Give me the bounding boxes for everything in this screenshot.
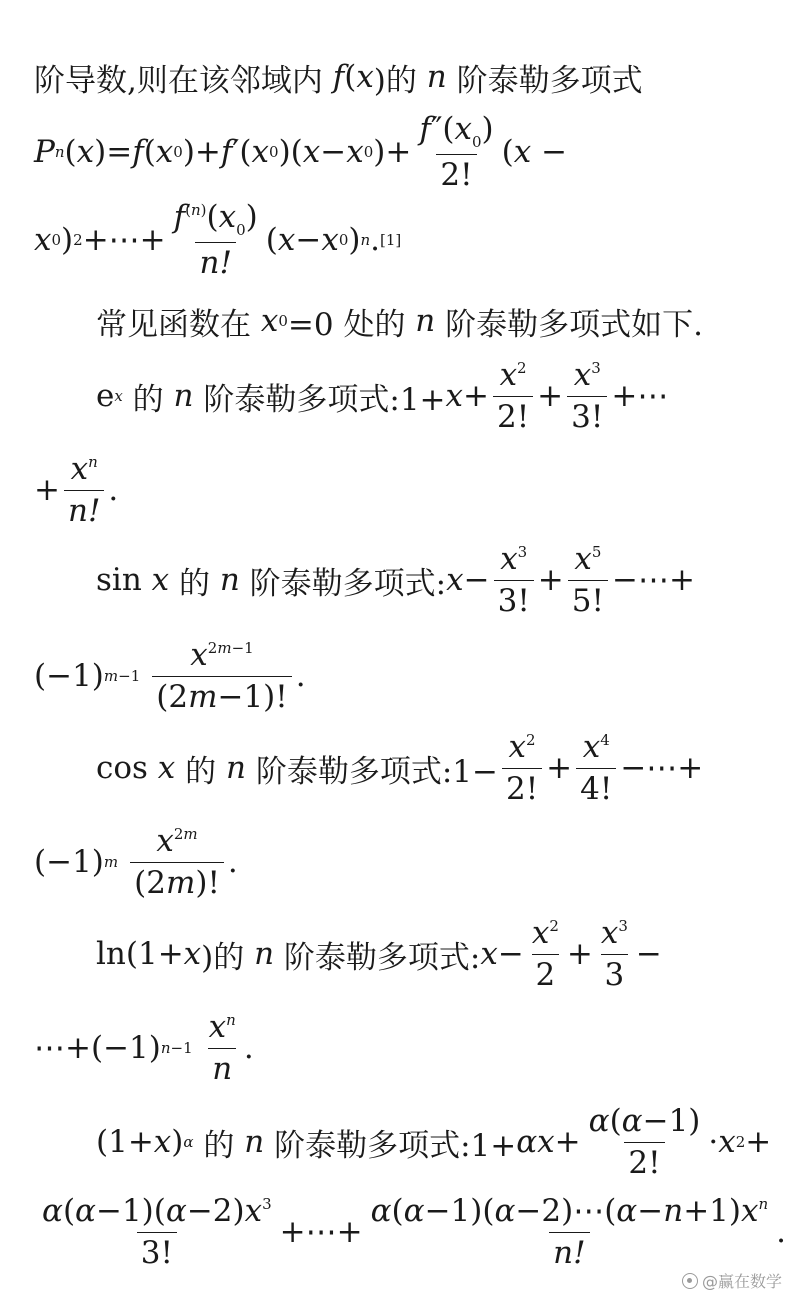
sin-taylor-line-1: sin x 的 n 阶泰勒多项式: x − $\frac{x^3}{3!}$ + $\frac{x^5}{5!}$ −⋯+	[96, 541, 695, 619]
binomial-taylor-line-2: $\frac{\alpha(\alpha-1)(\alpha-2)x^3}{3!}$ +⋯+ $\frac{\alpha(\alpha-1)(\alpha-2)\cdots(\alpha-n+1)x^n}{n!}$ .	[42, 1193, 786, 1271]
text-line-1: 阶导数,则在该邻域内 f ( x )的 n 阶泰勒多项式	[34, 59, 643, 99]
watermark-logo-icon	[682, 1273, 698, 1289]
watermark	[682, 1269, 782, 1292]
citation-1: [1]	[380, 231, 402, 249]
ln-taylor-line-2: ⋯+(−1) n−1 $\frac{x^n}{n}$ .	[34, 1009, 254, 1087]
exp-taylor-line-1: e x 的 n 阶泰勒多项式:1+ x + $\frac{x^2}{2!}$ + $\frac{x^3}{3!}$ +⋯	[96, 357, 669, 435]
fraction-f-n: $\frac{f^{(n)}(x_0)}{n!}$	[173, 199, 258, 281]
sin-taylor-line-2: (−1) m−1 $\frac{x^{2m-1}}{(2m-1)!}$ .	[34, 637, 306, 715]
cos-taylor-line-1: cos x 的 n 阶泰勒多项式:1− $\frac{x^2}{2!}$ + $\frac{x^4}{4!}$ −⋯+	[96, 729, 704, 807]
text-line-common-functions: 常见函数在 x 0 =0 处的 n 阶泰勒多项式如下.	[96, 303, 703, 343]
cos-taylor-line-2: (−1) m $\frac{x^{2m}}{(2m)!}$ .	[34, 823, 238, 901]
taylor-formula-line-1: P n ( x )= f ( x 0 )+ f ′( x 0 )( x − x 0 )+ $\frac{f''(x_0)}{2!}$ ( x −	[34, 111, 568, 193]
ln-taylor-line-1: ln(1+ x )的 n 阶泰勒多项式: x − $\frac{x^2}{2}$ + $\frac{x^3}{3}$ −	[96, 915, 662, 993]
fraction-f-double-prime: $\frac{f''(x_0)}{2!}$	[419, 111, 494, 193]
watermark-text: @赢在数学	[701, 1272, 782, 1291]
exp-taylor-line-2: + $\frac{x^n}{n!}$ .	[34, 451, 119, 529]
binomial-taylor-line-1: (1+ x ) α 的 n 阶泰勒多项式:1+ αx + $\frac{\alpha(\alpha-1)}{2!}$ · x 2 +	[96, 1103, 772, 1181]
taylor-formula-line-2: x 0 ) 2 +⋯+ $\frac{f^{(n)}(x_0)}{n!}$ ( x − x 0 ) n . [1]	[34, 199, 402, 281]
